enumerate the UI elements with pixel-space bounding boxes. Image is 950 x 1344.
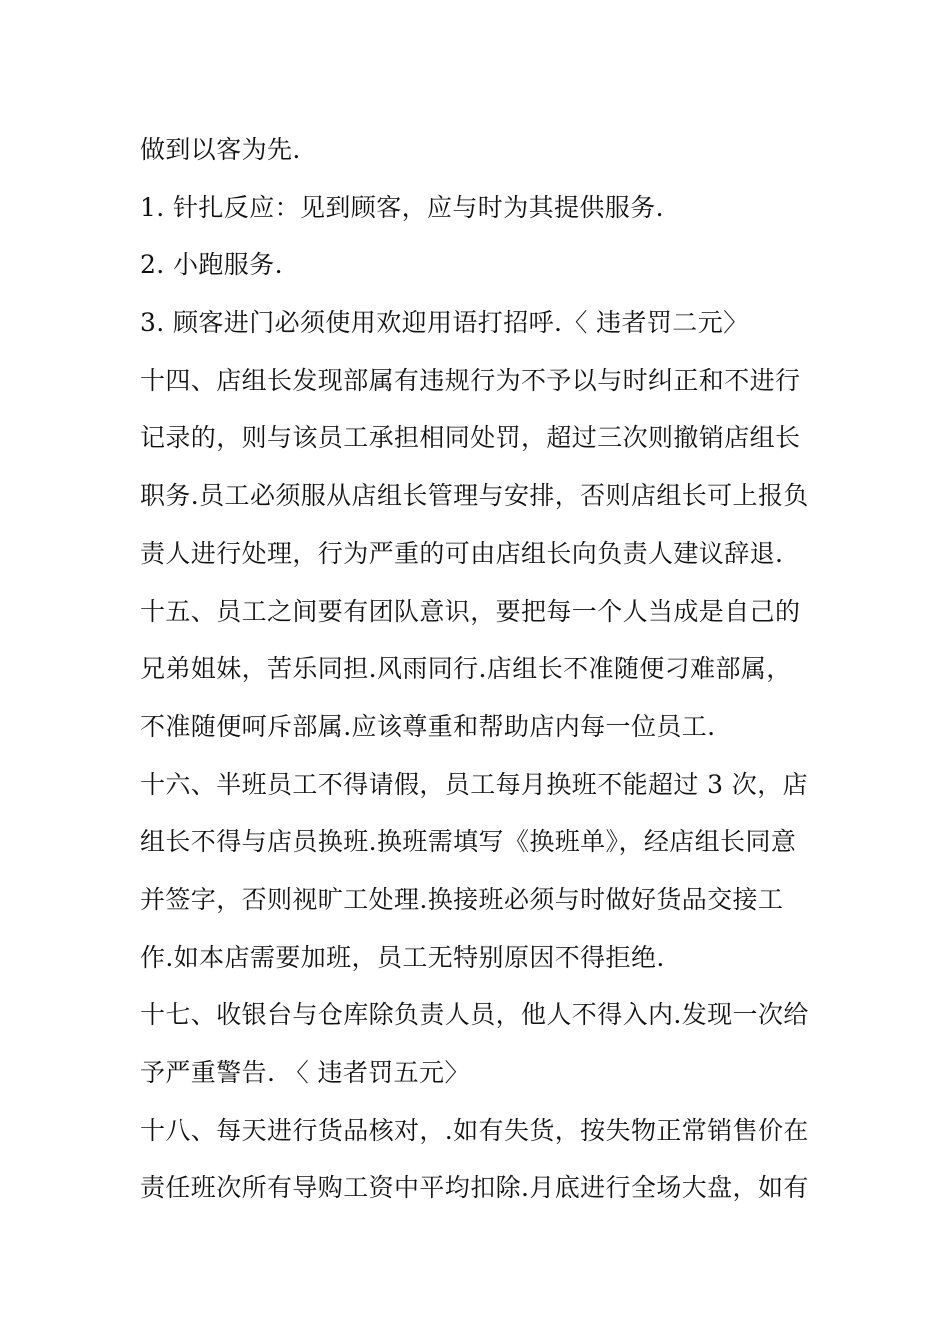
text-line: 记录的，则与该员工承担相同处罚，超过三次则撤销店组长	[140, 423, 801, 453]
text-line: 不准随便呵斥部属.应该尊重和帮助店内每一位员工.	[140, 711, 716, 741]
text-line: 十四、店组长发现部属有违规行为不予以与时纠正和不进行	[140, 365, 801, 395]
text-line: 予严重警告. 〈 违者罚五元〉	[140, 1058, 470, 1087]
document-body	[140, 128, 830, 1224]
text-line: 2. 小跑服务.	[140, 250, 283, 280]
text-line: 作.如本店需要加班，员工无特别原因不得拒绝.	[140, 942, 665, 972]
text-line: 做到以客为先.	[140, 135, 301, 164]
text-line: 3. 顾客进门必须使用欢迎用语打招呼.〈 违者罚二元〉	[140, 308, 749, 338]
text-line: 十八、每天进行货品核对，.如有失货，按失物正常销售价在	[140, 1115, 809, 1145]
text-line: 职务.员工必须服从店组长管理与安排，否则店组长可上报负	[140, 481, 809, 511]
text-line: 十五、员工之间要有团队意识，要把每一个人当成是自己的	[140, 596, 801, 626]
text-line: 责任班次所有导购工资中平均扣除.月底进行全场大盘，如有	[140, 1173, 809, 1203]
text-line: 组长不得与店员换班.换班需填写《换班单》，经店组长同意	[140, 827, 797, 857]
text-line: 兄弟姐妹，苦乐同担.风雨同行.店组长不准随便刁难部属，	[140, 654, 792, 684]
text-line: 并签字，否则视旷工处理.换接班必须与时做好货品交接工	[140, 884, 784, 914]
text-line: 1. 针扎反应：见到顾客，应与时为其提供服务.	[140, 192, 664, 222]
text-line: 十六、半班员工不得请假，员工每月换班不能超过 3 次，店	[140, 769, 809, 799]
text-line: 责人进行处理，行为严重的可由店组长向负责人建议辞退.	[140, 538, 784, 568]
text-line: 十七、收银台与仓库除负责人员，他人不得入内.发现一次给	[140, 1000, 809, 1030]
